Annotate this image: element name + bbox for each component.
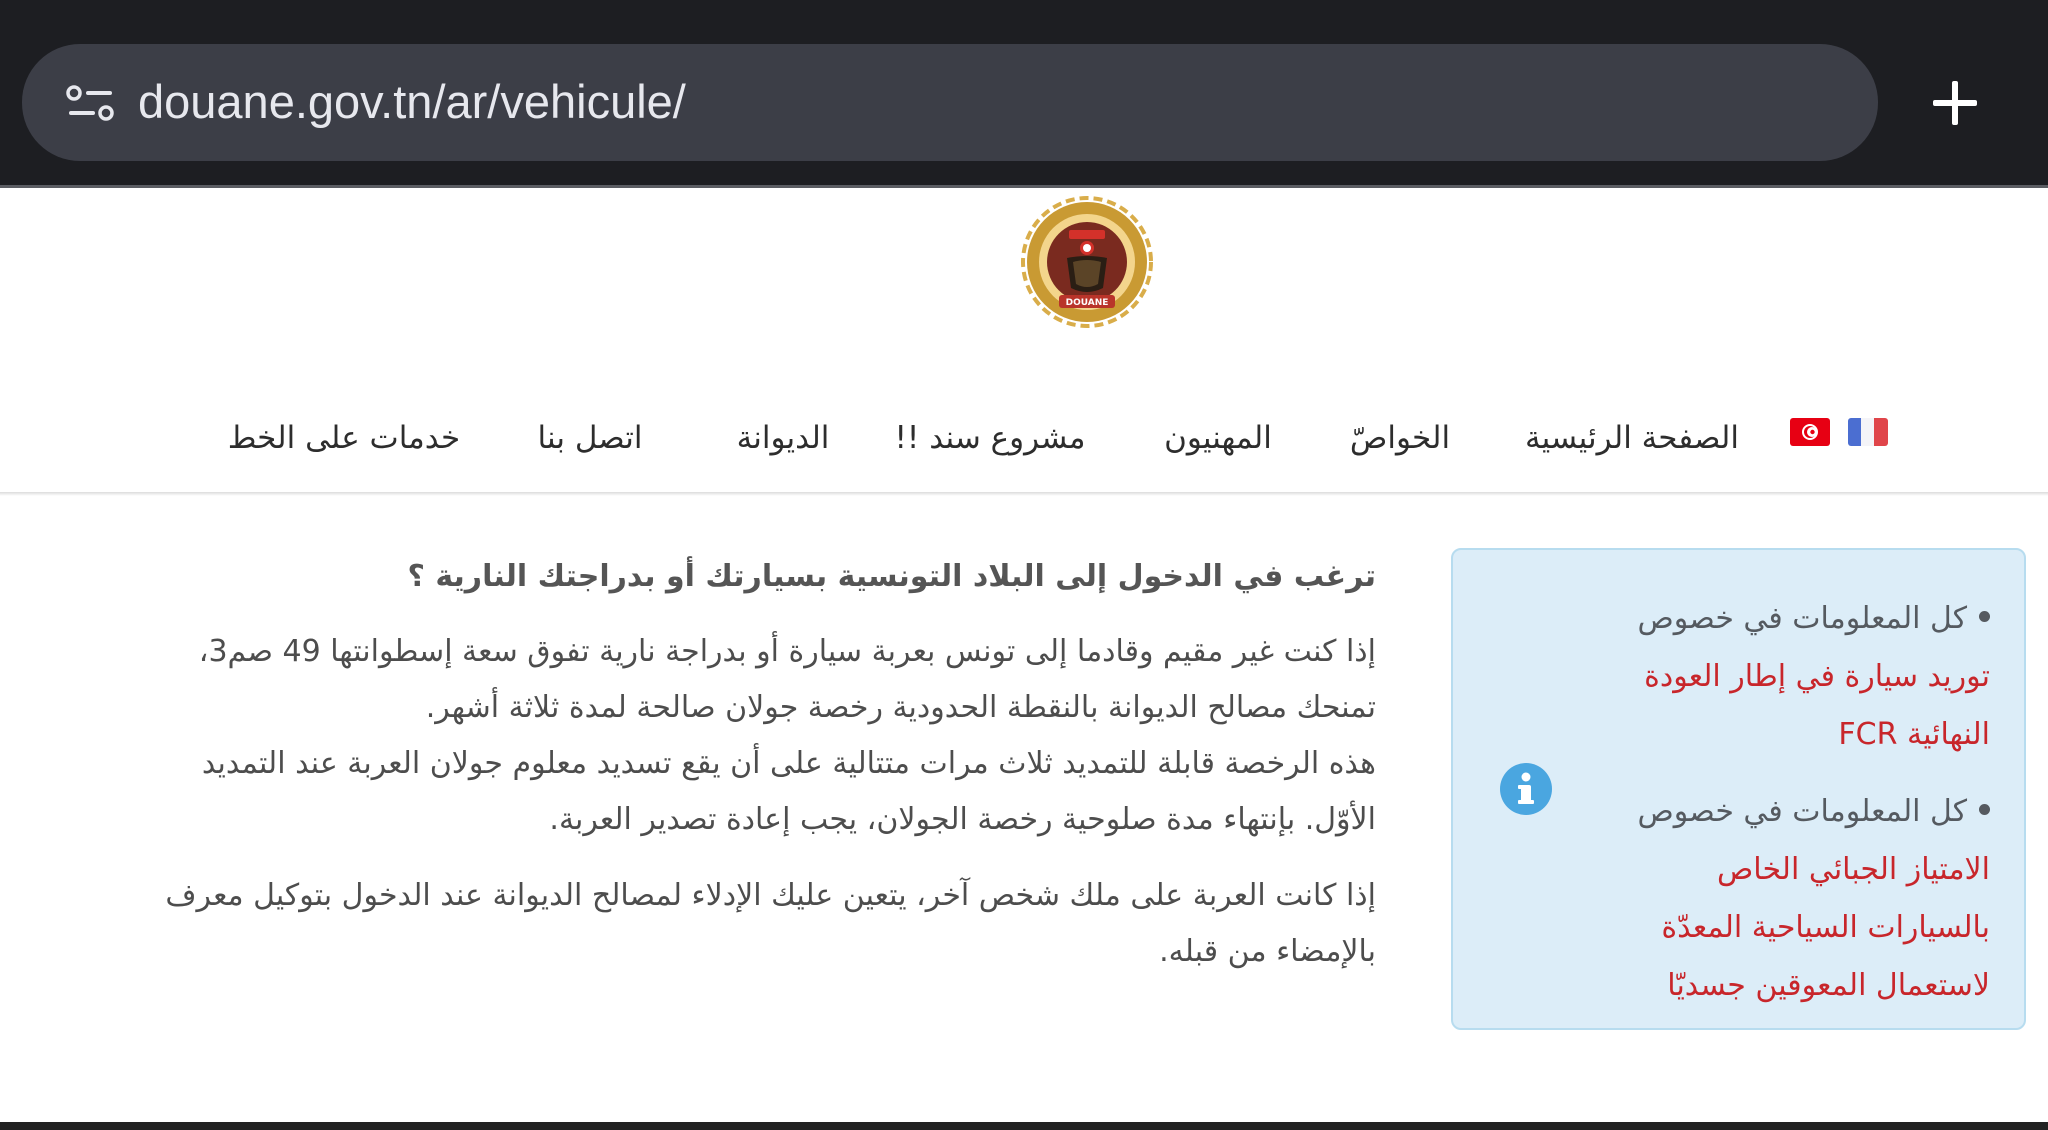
douane-emblem-logo[interactable]: [1021, 196, 1153, 328]
main-content: [150, 548, 1376, 1000]
info-prefix: كل المعلومات في خصوص: [1637, 601, 1967, 636]
paragraph-line: إذا كنت غير مقيم وقادما إلى تونس بعربة سيارة أو بدراجة نارية تفوق سعة إسطوانتها 49 صم3،: [198, 634, 1376, 669]
bullet-icon: [1979, 611, 1990, 622]
paragraph: [150, 868, 1376, 980]
info-prefix: كل المعلومات في خصوص: [1637, 794, 1967, 829]
info-icon: [1499, 762, 1553, 816]
paragraph-line: تمنحك مصالح الديوانة بالنقطة الحدودية رخصة جولان صالحة لمدة ثلاثة أشهر.: [425, 690, 1376, 725]
tax-privilege-link-line-2[interactable]: بالسيارات السياحية المعدّة: [1661, 910, 1990, 945]
fcr-link-line-2[interactable]: النهائية FCR: [1838, 717, 1990, 752]
tax-privilege-link-line-1[interactable]: الامتياز الجبائي الخاص: [1717, 852, 1990, 887]
paragraph-line: الأوّل. بإنتهاء مدة صلوحية رخصة الجولان، يجب إعادة تصدير العربة.: [549, 802, 1376, 837]
main-navigation: [0, 395, 2048, 495]
info-entry: [1638, 590, 1990, 764]
nav-divider: [0, 492, 2048, 496]
site-info-tune-icon[interactable]: [66, 84, 116, 124]
info-box: [1451, 548, 2026, 1030]
nav-customs[interactable]: الديوانة: [736, 420, 830, 456]
nav-individuals[interactable]: الخواصّ: [1349, 420, 1451, 456]
nav-home[interactable]: الصفحة الرئيسية: [1525, 420, 1739, 456]
url-text[interactable]: douane.gov.tn/ar/vehicule/: [138, 75, 686, 128]
nav-online-services[interactable]: خدمات على الخط: [227, 420, 461, 456]
paragraph-line: بالإمضاء من قبله.: [1159, 934, 1376, 969]
france-flag-icon[interactable]: [1848, 418, 1888, 446]
fcr-link-line-1[interactable]: توريد سيارة في إطار العودة: [1644, 659, 1990, 694]
tunisia-flag-icon[interactable]: [1790, 418, 1830, 446]
nav-sanad-project[interactable]: مشروع سند !!: [894, 420, 1086, 456]
tax-privilege-link-line-3[interactable]: لاستعمال المعوقين جسديّا: [1667, 968, 1990, 1003]
toolbar-divider: [0, 185, 2048, 188]
paragraph: [150, 624, 1376, 848]
paragraph-line: هذه الرخصة قابلة للتمديد ثلاث مرات متتالية على أن يقع تسديد معلوم جولان العربة عند التمديد: [201, 746, 1376, 781]
content-title: ترغب في الدخول إلى البلاد التونسية بسيارتك أو بدراجتك النارية ؟: [407, 559, 1376, 594]
paragraph-line: إذا كانت العربة على ملك شخص آخر، يتعين عليك الإدلاء لمصالح الديوانة عند الدخول بتوكيل معرف: [165, 878, 1376, 913]
nav-contact[interactable]: اتصل بنا: [537, 420, 643, 456]
nav-professionals[interactable]: المهنيون: [1164, 420, 1272, 456]
bullet-icon: [1979, 804, 1990, 815]
address-bar[interactable]: [22, 44, 1878, 161]
logo-text: DOUANE: [1065, 298, 1109, 308]
info-entry: [1638, 783, 1990, 1015]
plus-icon[interactable]: [1930, 78, 1980, 128]
bottom-edge: [0, 1122, 2048, 1130]
